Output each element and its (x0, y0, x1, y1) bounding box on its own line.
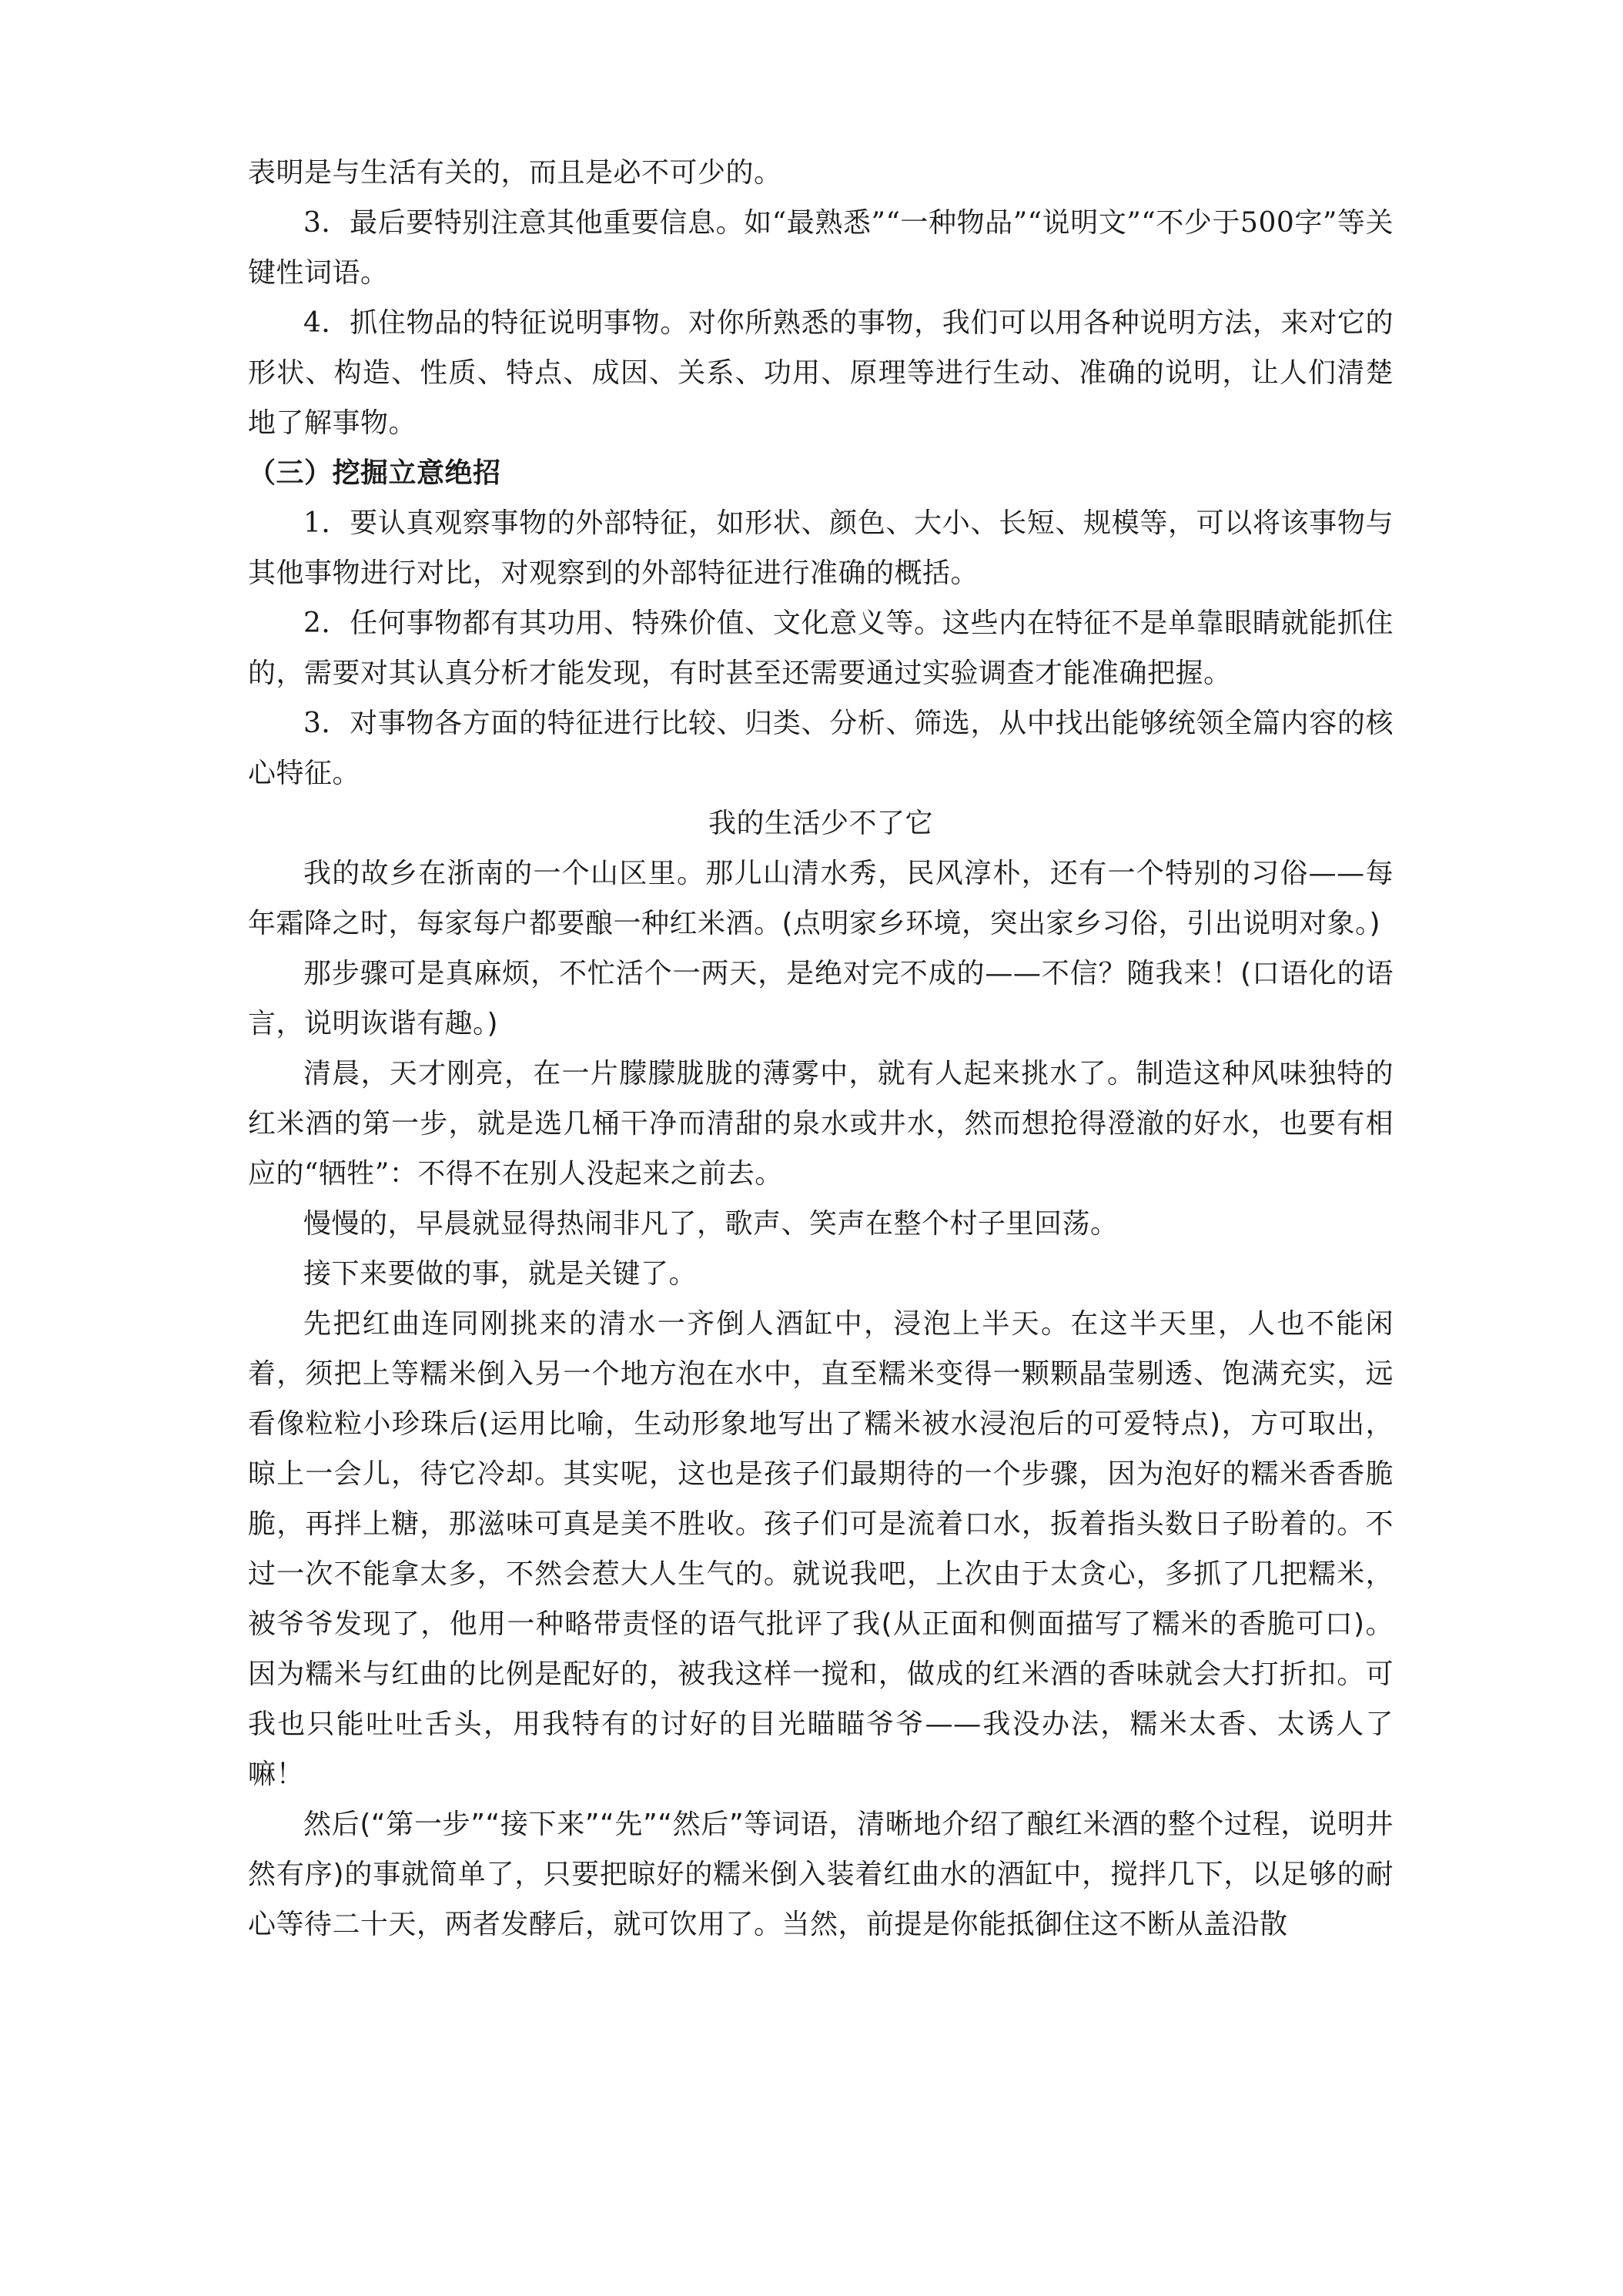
section-heading: （三）挖掘立意绝招 (248, 457, 501, 489)
article-paragraph-1 (248, 848, 1394, 949)
article-paragraph-5: 接下来要做的事，就是关键了。 (303, 1258, 698, 1290)
article-paragraph-3: 清晨，天才刚亮，在一片朦朦胧胧的薄雾中，就有人起来挑水了。制造这种风味独特的红米酒的第一步，就是选几桶干净而清甜的泉水或井水，然而想抢得澄澈的好水，也要有相应的“牺牲”：不得不在别人没起来之前去。 (248, 1058, 1394, 1190)
article-text: 。因为糯米与红曲的比例是配好的，被我这样一搅和，做成的红米酒的香味就会大打折扣。可我也只能吐吐舌头，用我特有的讨好的目光瞄瞄爷爷——我没办法，糯米太香、太诱人了嘛！ (248, 1608, 1394, 1790)
tip-item-4: 4．抓住物品的特征说明事物。对你所熟悉的事物，我们可以用各种说明方法，来对它的形状、构造、性质、特点、成因、关系、功用、原理等进行生动、准确的说明，让人们清楚地了解事物。 (248, 307, 1394, 439)
article-text: 的事就简单了，只要把晾好的糯米倒入装着红曲水的酒缸中，搅拌几下，以足够的耐心等待二十天，两者发酵后，就可饮用了。当然，前提是你能抵御住这不断从盖沿散 (248, 1859, 1394, 1940)
article-title: 我的生活少不了它 (708, 808, 933, 839)
tip-item-3: 3．最后要特别注意其他重要信息。如“最熟悉”“一种物品”“说明文”“不少于500字”等关键性词语。 (248, 207, 1394, 289)
article-text: 然后 (303, 1809, 360, 1840)
annotation-note: (点明家乡环境，突出家乡习俗，引出说明对象。) (781, 908, 1381, 939)
section-item-2: 2．任何事物都有其功用、特殊价值、文化意义等。这些内在特征不是单靠眼睛就能抓住的，需要对其认真分析才能发现，有时甚至还需要通过实验调查才能准确把握。 (248, 607, 1394, 689)
article-paragraph-7 (248, 1799, 1394, 1950)
article-text: ，方可取出，晾上一会儿，待它冷却。其实呢，这也是孩子们最期待的一个步骤，因为泡好的糯米香香脆脆，再拌上糖，那滋味可真是美不胜收。孩子们可是流着口水，扳着指头数日子盼着的。不过一次不能拿太多，不然会惹大人生气的。就说我吧，上次由于太贪心，多抓了几把糯米，被爷爷发现了，他用一种略带责怪的语气批评了我 (248, 1408, 1394, 1640)
annotation-note: (从正面和侧面描写了糯米的香脆可口) (881, 1608, 1365, 1640)
annotation-note: (运用比喻，生动形象地写出了糯米被水浸泡后的可爱特点) (478, 1408, 1221, 1440)
annotation-note: (口语化的语言，说明诙谐有趣。) (248, 958, 1394, 1039)
article-paragraph-2 (248, 949, 1394, 1049)
section-item-1: 1．要认真观察事物的外部特征，如形状、颜色、大小、长短、规模等，可以将该事物与其他事物进行对比，对观察到的外部特征进行准确的概括。 (248, 507, 1394, 589)
article-text: 先把红曲连同刚挑来的清水一齐倒人酒缸中，浸泡上半天。在这半天里，人也不能闲着，须把上等糯米倒入另一个地方泡在水中，直至糯米变得一颗颗晶莹剔透、饱满充实，远看像粒粒小珍珠后 (248, 1308, 1394, 1440)
section-item-3: 3．对事物各方面的特征进行比较、归类、分析、筛选，从中找出能够统领全篇内容的核心特征。 (248, 708, 1394, 789)
article-paragraph-4: 慢慢的，早晨就显得热闹非凡了，歌声、笑声在整个村子里回荡。 (303, 1208, 1119, 1240)
article-paragraph-6 (248, 1299, 1394, 1799)
annotation-note: (“第一步”“接下来”“先”“然后”等词语，清晰地介绍了酿红米酒的整个过程，说明井然有序) (248, 1809, 1394, 1890)
continuation-paragraph: 表明是与生活有关的，而且是必不可少的。 (248, 157, 782, 189)
article-text: 那步骤可是真麻烦，不忙活个一两天，是绝对完不成的——不信？随我来！ (303, 958, 1240, 989)
document-body (248, 148, 1394, 1950)
article-text: 我的故乡在浙南的一个山区里。那儿山清水秀，民风淳朴，还有一个特别的习俗——每年霜降之时，每家每户都要酿一种红米酒。 (248, 858, 1394, 939)
